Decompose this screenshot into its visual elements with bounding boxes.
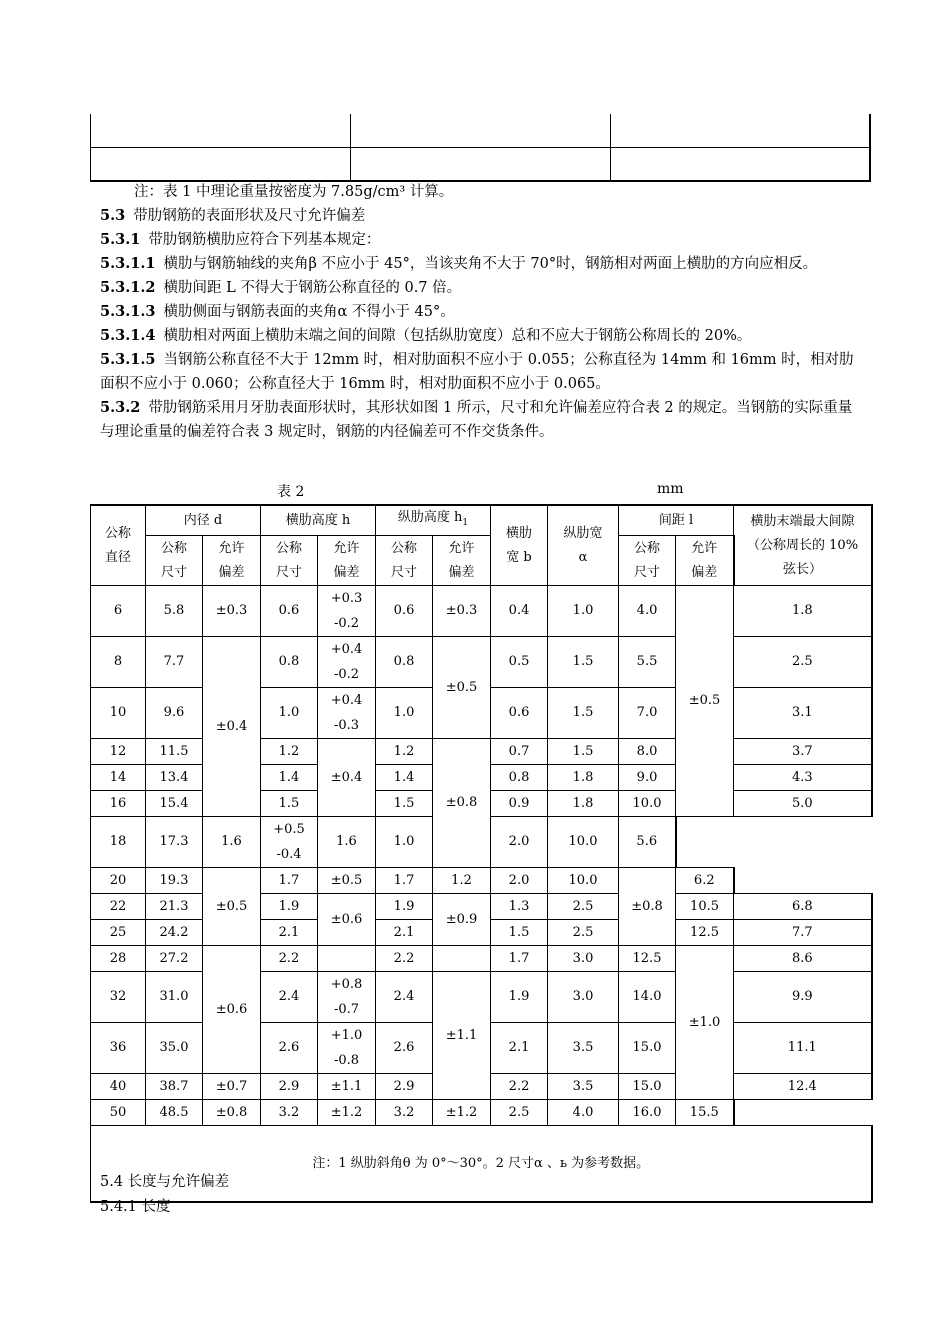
table-cell: 0.6 [261,586,318,637]
table-cell: 1.6 [203,817,261,868]
header-spacing: 间距 l [619,505,734,536]
table-cell [318,688,376,739]
table-cell: 12.5 [676,920,734,946]
table-cell: 50 [91,1100,146,1126]
table-cell: 1.5 [548,688,619,739]
tolerance-line: +0.4 [330,642,363,657]
table-cell: ±0.5 [676,586,734,817]
table-cell: 0.9 [491,791,548,817]
table-cell: 2.5 [734,637,872,688]
header-rib-width: 横肋宽 b [491,505,548,586]
table-cell: ±0.6 [203,946,261,1074]
table-row [91,586,872,637]
table-cell: 32 [91,972,146,1023]
table-cell: 2.4 [376,972,433,1023]
header-tolerance: 允许偏差 [203,536,261,586]
tolerance-line: +0.5 [273,822,305,837]
table-cell: 2.5 [548,920,619,946]
table-cell [318,946,376,972]
table-cell: 1.5 [261,791,318,817]
table-cell: 10.0 [548,817,619,868]
header-nominal-size: 公称尺寸 [619,536,676,586]
table-cell: ±0.3 [203,586,261,637]
table-cell: 3.1 [734,688,872,739]
table-cell: 15.4 [146,791,203,817]
table-cell: 2.1 [491,1023,548,1074]
tolerance-line: +0.3 [330,591,363,606]
table-cell: 15.5 [676,1100,734,1126]
table-cell [318,637,376,688]
table-cell: 2.5 [491,1100,548,1126]
header-nominal-diameter: 公称直径 [91,505,146,586]
table-cell: 12.4 [734,1074,872,1100]
table-cell: 35.0 [146,1023,203,1074]
table-cell: 1.0 [376,688,433,739]
table-cell: 14 [91,765,146,791]
tolerance-line: -0.2 [333,616,360,631]
table-cell: ±0.8 [619,868,676,946]
table-cell: 1.5 [548,637,619,688]
table-cell: 36 [91,1023,146,1074]
table-cell: 3.2 [376,1100,433,1126]
table-cell: 12.5 [619,946,676,972]
tolerance-line: -0.4 [276,847,302,862]
table-cell: 1.2 [433,868,491,894]
table-cell: 3.7 [734,739,872,765]
table-cell: 1.8 [734,586,872,637]
table-cell: 2.2 [261,946,318,972]
tolerance-line: -0.7 [333,1002,360,1017]
table-cell: ±1.2 [318,1100,376,1126]
tolerance-line: -0.2 [333,667,360,682]
table-cell: 1.4 [261,765,318,791]
table-cell: ±0.4 [203,637,261,817]
header-nominal-size: 公称尺寸 [261,536,318,586]
table-cell: 13.4 [146,765,203,791]
header-nominal-size: 公称尺寸 [146,536,203,586]
table-cell [433,946,491,972]
table-note: 注：1 纵肋斜角θ 为 0°～30°。2 尺寸α 、ь 为参考数据。 [91,1126,872,1203]
table-cell: 2.0 [491,868,548,894]
table-cell: 7.0 [619,688,676,739]
table-cell: 40 [91,1074,146,1100]
table-cell: ±0.5 [203,868,261,946]
table-cell: ±1.0 [676,946,734,1100]
header-long-rib-height: 纵肋高度 $h_1$ [376,505,491,536]
section-5-3-1: 5.3.1 带肋钢筋横肋应符合下列基本规定： [100,231,381,248]
table-cell: 9.6 [146,688,203,739]
table-cell: 2.5 [548,894,619,920]
table-cell: 1.7 [376,868,433,894]
table1-note: 注：表 1 中理论重量按密度为 7.85g/cm³ 计算。 [134,184,454,200]
table-cell [91,148,351,182]
table-cell: 1.0 [261,688,318,739]
table-cell: 17.3 [146,817,203,868]
table-cell: 10 [91,688,146,739]
table-cell: 1.8 [548,791,619,817]
table-cell: 24.2 [146,920,203,946]
table-unit: mm [657,481,684,497]
table-cell: 1.5 [548,739,619,765]
table-cell: 48.5 [146,1100,203,1126]
header-nominal-size: 公称尺寸 [376,536,433,586]
table-cell: 2.2 [491,1074,548,1100]
header-long-rib-width: 纵肋宽 α [548,505,619,586]
table2 [90,504,873,1203]
table-cell: ±0.3 [433,586,491,637]
table-row [91,1100,872,1126]
table-cell: 14.0 [619,972,676,1023]
table-cell: 1.7 [261,868,318,894]
tolerance-line: +1.0 [330,1028,363,1043]
table-cell: 1.4 [376,765,433,791]
table-cell: 7.7 [146,637,203,688]
table-cell: 0.8 [376,637,433,688]
table1-tail [90,114,871,182]
header-tolerance: 允许偏差 [676,536,734,586]
table-cell: ±0.5 [433,637,491,739]
section-5-3-1-5: 5.3.1.5 当钢筋公称直径不大于 12mm 时，相对肋面积不应小于 0.055；公称直径为 14mm 和 16mm 时，相对肋面积不应小于 0.060；公称直径大于 16mm 时，相对肋面积不应小于 0.065。 [100,351,854,392]
table-cell: 15.0 [619,1074,676,1100]
header-inner-diameter: 内径 d [146,505,261,536]
table-cell: 9.0 [619,765,676,791]
table-cell: 2.9 [376,1074,433,1100]
tolerance-line: +0.8 [330,977,363,992]
table-cell: 1.7 [491,946,548,972]
table-row [91,946,872,972]
table-cell: 10.5 [676,894,734,920]
table-cell: ±0.7 [203,1074,261,1100]
table-cell: 18 [91,817,146,868]
table-cell [610,148,870,182]
table-cell: 2.1 [261,920,318,946]
table-cell: 5.6 [619,817,676,868]
table-cell: 4.0 [548,1100,619,1126]
table-cell: ±1.1 [433,972,491,1100]
table-cell: 0.4 [491,586,548,637]
table-cell: 1.0 [548,586,619,637]
table-cell: 38.7 [146,1074,203,1100]
section-5-3: 5.3 带肋钢筋的表面形状及尺寸允许偏差 [100,207,366,224]
table-cell: 19.3 [146,868,203,894]
section-5-3-2: 5.3.2 带肋钢筋采用月牙肋表面形状时，其形状如图 1 所示，尺寸和允许偏差应符合表 2 的规定。当钢筋的实际重量与理论重量的偏差符合表 3 规定时，钢筋的内径偏差可不作交货条件。 [100,399,853,440]
table-cell: ±1.2 [433,1100,491,1126]
table-caption: 表 2 [277,484,305,500]
table-cell: 3.2 [261,1100,318,1126]
table-cell: 5.5 [619,637,676,688]
table-cell: 6 [91,586,146,637]
table-row [91,868,872,894]
table-cell [610,114,870,148]
header-max-gap: 横肋末端最大间隙（公称周长的 10%弦长） [734,505,872,586]
tolerance-line: -0.3 [333,718,360,733]
table-cell: 15.0 [619,1023,676,1074]
body-text [100,180,865,444]
table-cell: 28 [91,946,146,972]
table-cell: 25 [91,920,146,946]
table-cell: 1.2 [376,739,433,765]
table-cell: 4.3 [734,765,872,791]
table-cell: 2.4 [261,972,318,1023]
tolerance-line: -0.8 [333,1053,360,1068]
table-cell: 1.2 [261,739,318,765]
table-cell: 4.0 [619,586,676,637]
table-cell: 9.9 [734,972,872,1023]
table-cell: 2.6 [376,1023,433,1074]
table-cell: 1.9 [376,894,433,920]
section-5-3-1-1: 5.3.1.1 横肋与钢筋轴线的夹角β 不应小于 45°，当该夹角不大于 70°时，钢筋相对两面上横肋的方向应相反。 [100,255,818,272]
table-row [91,637,872,688]
table-cell: ±1.1 [318,1074,376,1100]
table-cell: 6.2 [676,868,734,894]
header-rib-height: 横肋高度 h [261,505,376,536]
table-cell [350,148,610,182]
table-cell: 6.8 [734,894,872,920]
table-cell: ±0.9 [433,894,491,946]
table-cell: 22 [91,894,146,920]
table-cell: 2.9 [261,1074,318,1100]
table-cell: 3.5 [548,1074,619,1100]
section-5-4-1: 5.4.1 长度 [100,1199,171,1215]
table-cell [318,586,376,637]
table-cell: 8 [91,637,146,688]
table-cell: 0.8 [491,765,548,791]
table-cell: 2.0 [491,817,548,868]
header-row [91,505,872,536]
table-cell: 7.7 [734,920,872,946]
section-5-3-1-2: 5.3.1.2 横肋间距 L 不得大于钢筋公称直径的 0.7 倍。 [100,279,462,296]
table-cell: 10.0 [619,791,676,817]
table-cell: 2.1 [376,920,433,946]
table-cell: 0.6 [376,586,433,637]
table-cell [318,972,376,1023]
table-cell: 3.0 [548,972,619,1023]
table-cell: 1.9 [261,894,318,920]
section-5-4: 5.4 长度与允许偏差 [100,1174,230,1190]
table-cell: 20 [91,868,146,894]
table-cell: 1.8 [548,765,619,791]
table-cell: 0.8 [261,637,318,688]
table-cell: 16.0 [619,1100,676,1126]
table-cell: ±0.6 [318,894,376,946]
table-cell: 8.6 [734,946,872,972]
table-cell [318,1023,376,1074]
table-cell: ±0.4 [318,739,376,817]
table-cell: 1.6 [318,817,376,868]
table-cell: 10.0 [548,868,619,894]
table-cell: 1.0 [376,817,433,868]
table-cell: 0.5 [491,637,548,688]
table-cell: 27.2 [146,946,203,972]
table-cell: 2.6 [261,1023,318,1074]
section-5-3-1-4: 5.3.1.4 横肋相对两面上横肋末端之间的间隙（包括纵肋宽度）总和不应大于钢筋公称周长的 20%。 [100,327,752,344]
table-cell: 1.5 [491,920,548,946]
table-cell: 5.0 [734,791,872,817]
table-cell [261,817,318,868]
table-cell: 11.1 [734,1023,872,1074]
table-cell: 3.0 [548,946,619,972]
table-cell [350,114,610,148]
header-tolerance: 允许偏差 [318,536,376,586]
table-cell: 3.5 [548,1023,619,1074]
table-cell: ±0.8 [203,1100,261,1126]
table-cell: 1.3 [491,894,548,920]
table-cell: 11.5 [146,739,203,765]
table-cell: 1.5 [376,791,433,817]
table-cell: 1.9 [491,972,548,1023]
table-cell: 21.3 [146,894,203,920]
table-cell: 0.6 [491,688,548,739]
table-cell: 5.8 [146,586,203,637]
table-cell: 12 [91,739,146,765]
section-5-3-1-3: 5.3.1.3 横肋侧面与钢筋表面的夹角α 不得小于 45°。 [100,303,455,320]
table-cell: ±0.8 [433,739,491,868]
table-cell: 31.0 [146,972,203,1023]
table-cell [91,114,351,148]
header-tolerance: 允许偏差 [433,536,491,586]
table-cell: 8.0 [619,739,676,765]
tolerance-line: +0.4 [330,693,363,708]
table-cell: 16 [91,791,146,817]
table-cell: 0.7 [491,739,548,765]
table-cell: 2.2 [376,946,433,972]
table-cell: ±0.5 [318,868,376,894]
